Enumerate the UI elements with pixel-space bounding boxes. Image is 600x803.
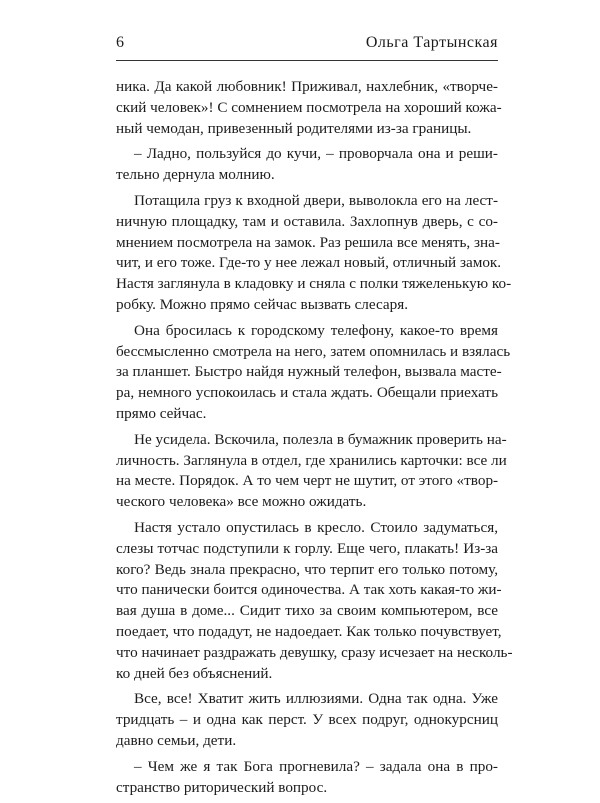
text-line: ный чемодан, привезенный родителями из-за границы. <box>116 119 472 137</box>
text-line: ничную площадку, там и оставила. Захлопнув дверь, с со- <box>116 212 498 230</box>
text-line: мнением посмотрела на замок. Раз решила все менять, зна- <box>116 233 500 251</box>
text-line: Не усидела. Вскочила, полезла в бумажник проверить на- <box>134 430 507 448</box>
text-line: на месте. Порядок. А то чем черт не шутит, от этого «твор- <box>116 472 499 490</box>
page-number: 6 <box>116 34 125 51</box>
text-line: Настя заглянула в кладовку и сняла с полки тяжеленькую ко- <box>116 275 512 293</box>
paragraph <box>116 430 507 513</box>
body-text <box>116 77 513 803</box>
text-line: Все, все! Хватит жить иллюзиями. Одна так одна. Уже <box>134 690 498 708</box>
text-line: странство риторический вопрос. <box>116 778 328 796</box>
text-line: прямо сейчас. <box>116 404 207 422</box>
text-line: поедает, что подадут, не надоедает. Как только почувствует, <box>116 622 502 640</box>
text-line: ский человек»! С сомнением посмотрела на хороший кожа- <box>116 98 502 116</box>
text-line: давно семьи, дети. <box>116 731 237 749</box>
paragraph <box>116 518 513 684</box>
text-line: Потащила груз к входной двери, выволокла его на лест- <box>134 191 498 209</box>
author-name: Ольга Тартынская <box>365 34 498 51</box>
text-line: – Чем же я так Бога прогневила? – задала она в про- <box>134 757 498 775</box>
text-line: ра, немного успокоилась и стала ждать. Обещали приехать <box>116 384 498 402</box>
text-line: что начинает раздражать девушку, сразу исчезает на несколь- <box>116 643 513 661</box>
text-line: тридцать – и одна как перст. У всех подруг, однокурсниц <box>116 711 498 729</box>
text-line: чит, и его тоже. Где-то у нее лежал новый, отличный замок. <box>116 254 502 272</box>
text-line: за планшет. Быстро найдя нужный телефон, вызвала масте- <box>116 363 502 381</box>
text-line: ко дней без объяснений. <box>116 664 273 682</box>
text-line: бессмысленно смотрела на него, затем опомнилась и взялась <box>116 342 511 360</box>
header-rule <box>116 60 498 61</box>
text-line: – Ладно, пользуйся до кучи, – проворчала она и реши- <box>134 145 498 163</box>
paragraph <box>116 689 498 751</box>
paragraph <box>116 757 498 799</box>
paragraph <box>116 191 512 316</box>
text-line: робку. Можно прямо сейчас вызвать слесаря. <box>116 295 409 313</box>
text-line: кого? Ведь знала прекрасно, что терпит его только потому, <box>116 560 498 578</box>
paragraph <box>116 144 498 186</box>
paragraph <box>116 321 511 425</box>
text-line: тельно дернула молнию. <box>116 166 275 184</box>
text-line: Она бросилась к городскому телефону, какое-то время <box>134 321 498 339</box>
text-line: ческого человека» все можно ожидать. <box>116 493 367 511</box>
text-line: личность. Заглянула в отдел, где хранились карточки: все ли <box>116 451 507 469</box>
text-line: слезы тотчас подступили к горлу. Еще чего, плакать! Из-за <box>116 539 498 557</box>
text-line: ника. Да какой любовник! Приживал, нахлебник, «творче- <box>116 78 498 95</box>
text-line: вая душа в доме... Сидит тихо за своим компьютером, все <box>116 602 498 620</box>
running-header <box>116 34 498 52</box>
paragraph <box>116 77 502 139</box>
text-line: Настя устало опустилась в кресло. Стоило задуматься, <box>134 518 498 536</box>
text-line: что панически боится одиночества. А так хоть какая-то жи- <box>116 581 502 599</box>
